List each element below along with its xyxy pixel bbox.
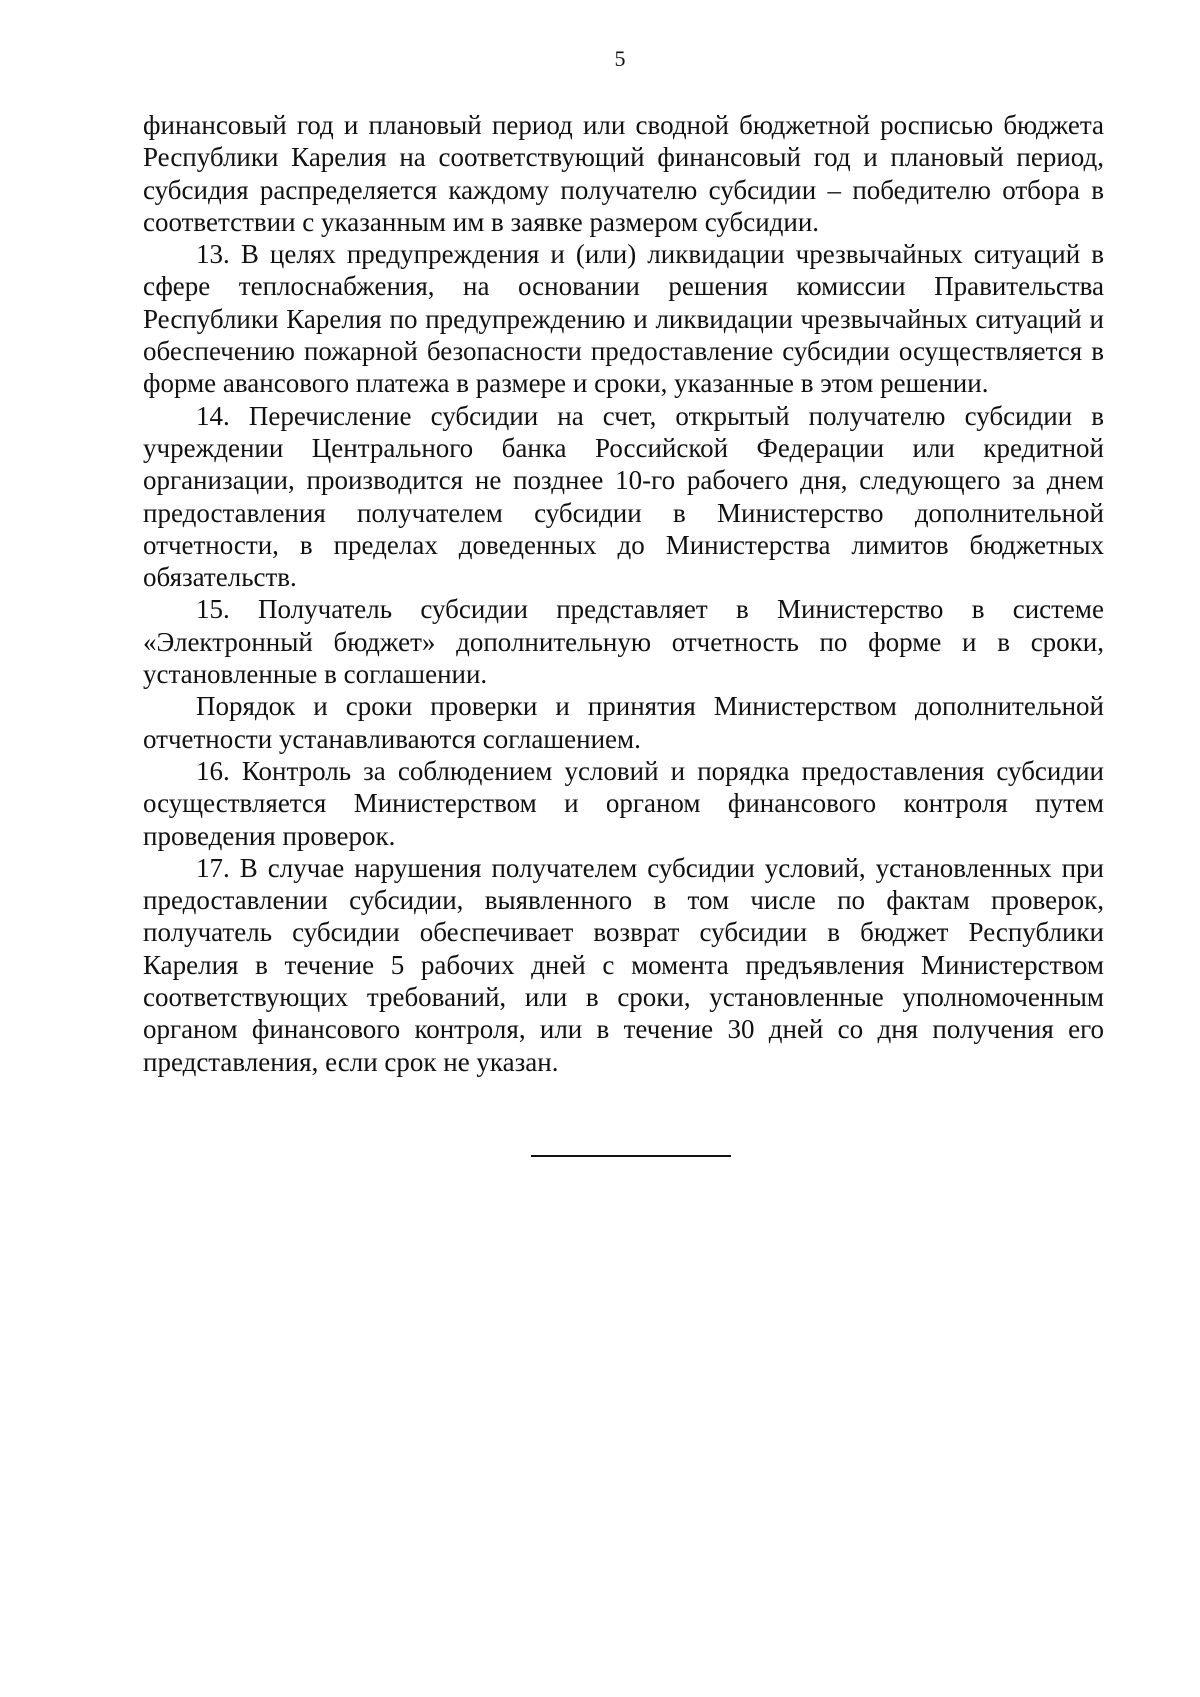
paragraph-continuation: финансовый год и плановый период или сводной бюджетной росписью бюджета Республики Карелия на соответствующий финансовый год и плановый период, субсидия распределяется каждому получателю субсидии – победителю отбора в соответствии с указанным им в заявке размером субсидии. — [143, 110, 1104, 237]
paragraph-15: 15. Получатель субсидии представляет в Министерство в системе «Электронный бюджет» дополнительную отчетность по форме и в сроки, установленные в соглашении. — [143, 594, 1104, 690]
page-number: 5 — [614, 46, 626, 71]
document-body — [143, 109, 1104, 1078]
end-of-document-rule — [531, 1155, 731, 1157]
paragraph-17: 17. В случае нарушения получателем субсидии условий, установленных при предоставлении субсидии, выявленного в том числе по фактам проверок, получатель субсидии обеспечивает возврат субсидии в бюджет Республики Карелия в течение 5 рабочих дней с момента предъявления Министерством соответствующих требований, или в сроки, установленные уполномоченным органом финансового контроля, или в течение 30 дней со дня получения его представления, если срок не указан. — [143, 852, 1104, 1077]
paragraph-15-procedure: Порядок и сроки проверки и принятия Министерством дополнительной отчетности устанавливаются соглашением. — [143, 691, 1104, 754]
paragraph-13: 13. В целях предупреждения и (или) ликвидации чрезвычайных ситуаций в сфере теплоснабжения, на основании решения комиссии Правительства Республики Карелия по предупреждению и ликвидации чрезвычайных ситуаций и обеспечению пожарной безопасности предоставление субсидии осуществляется в форме авансового платежа в размере и сроки, указанные в этом решении. — [143, 239, 1104, 399]
paragraph-14: 14. Перечисление субсидии на счет, открытый получателю субсидии в учреждении Центрального банка Российской Федерации или кредитной организации, производится не позднее 10-го рабочего дня, следующего за днем предоставления получателем субсидии в Министерство дополнительной отчетности, в пределах доведенных до Министерства лимитов бюджетных обязательств. — [143, 400, 1104, 593]
paragraph-16: 16. Контроль за соблюдением условий и порядка предоставления субсидии осуществляется Министерством и органом финансового контроля путем проведения проверок. — [143, 755, 1104, 851]
